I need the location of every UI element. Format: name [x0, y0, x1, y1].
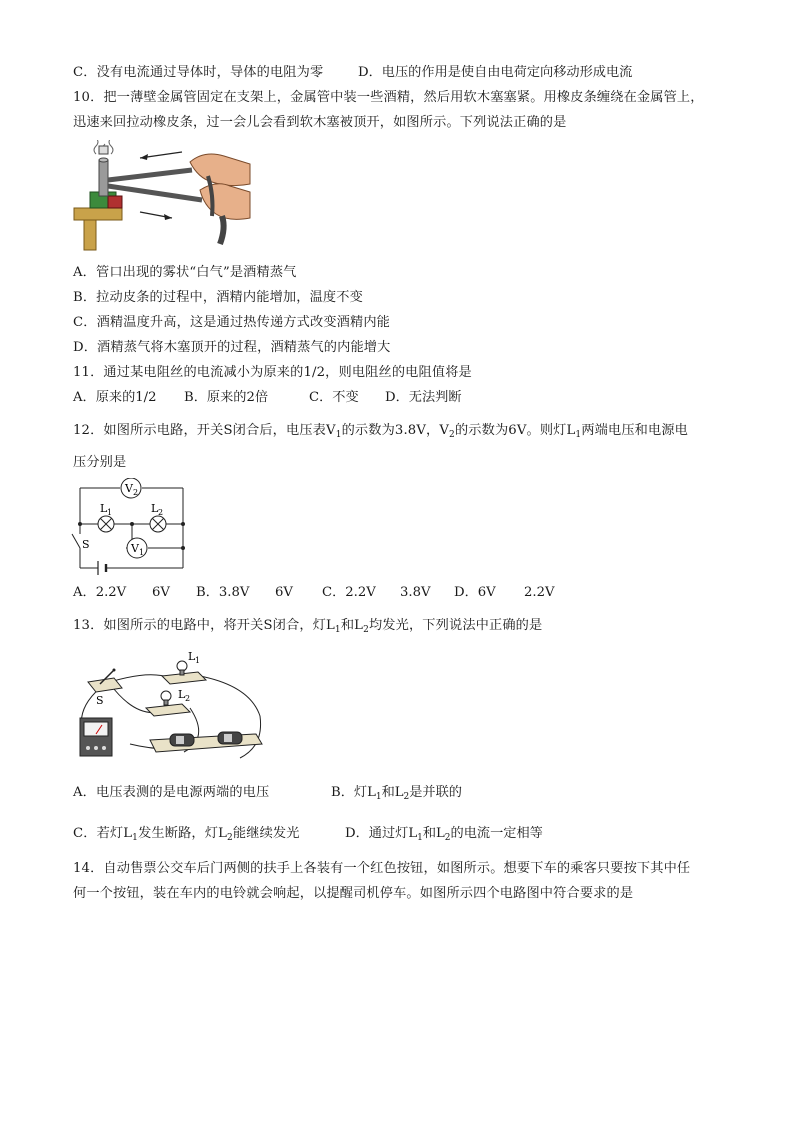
- q13-fig-label-l1-sub: 1: [195, 656, 201, 665]
- q13-fig-label-l2-sub: 2: [185, 694, 191, 703]
- q13-option-d-part-b: 和L: [422, 826, 445, 841]
- q10-option-b: B．拉动皮条的过程中，酒精内能增加，温度不变: [73, 290, 363, 305]
- q13-stem-part-b: 和L: [340, 618, 364, 633]
- q14-stem-line2: 何一个按钮，装在车内的电铃就会响起，以提醒司机停车。如图所示四个电路图中符合要求的是: [73, 886, 634, 901]
- q10-option-a: A．管口出现的雾状“白气”是酒精蒸气: [73, 265, 297, 280]
- q13-option-c-part-b: 发生断路，灯L: [138, 826, 227, 841]
- q10-option-c: C．酒精温度升高，这是通过热传递方式改变酒精内能: [73, 315, 391, 330]
- q10-option-d: D．酒精蒸气将木塞顶开的过程，酒精蒸气的内能增大: [73, 340, 391, 355]
- q12-option-b-value1: B．3.8V: [196, 585, 250, 600]
- q12-stem-part-c: 的示数为6V。则灯L: [454, 423, 576, 438]
- q13-option-d: [345, 825, 543, 843]
- q11-option-b: B．原来的2倍: [184, 390, 269, 405]
- q11-stem: 11．通过某电阻丝的电流减小为原来的1/2，则电阻丝的电阻值将是: [73, 365, 472, 380]
- q12-fig-label-v1-sub: 1: [139, 548, 145, 557]
- q12-sub-v1: 1: [335, 430, 342, 440]
- q12-option-d-value1: D．6V: [454, 585, 496, 600]
- q12-option-a-value1: A．2.2V: [73, 585, 127, 600]
- q13-option-b-part-b: 和L: [381, 785, 404, 800]
- q13-stem: [73, 617, 542, 635]
- q12-fig-label-v2: V: [125, 482, 133, 495]
- q13-option-d-part-a: D．通过灯L: [345, 826, 418, 841]
- q13-option-d-sub2: 2: [444, 833, 451, 843]
- q9-option-c: C．没有电流通过导体时，导体的电阻为零: [73, 65, 324, 80]
- q12-fig-label-l1: L: [100, 502, 108, 515]
- q12-stem-line2: 压分别是: [73, 455, 127, 470]
- q12-fig-label-v2-sub: 2: [133, 488, 139, 497]
- q12-fig-label-l2: L: [151, 502, 159, 515]
- q12-option-c-value1: C．2.2V: [322, 585, 376, 600]
- q11-option-d: D．无法判断: [385, 390, 462, 405]
- q13-option-c-part-c: 能继续发光: [232, 826, 300, 841]
- q12-stem-part-b: 的示数为3.8V，V: [341, 423, 450, 438]
- q12-option-c-value2: 3.8V: [400, 585, 431, 600]
- q13-option-c-part-a: C．若灯L: [73, 826, 133, 841]
- q13-fig-label-s: S: [96, 694, 104, 707]
- q12-stem-line1: [73, 422, 688, 440]
- q13-option-a: A．电压表测的是电源两端的电压: [73, 785, 270, 800]
- q13-option-b: [331, 784, 462, 802]
- q12-option-a-value2: 6V: [152, 585, 170, 600]
- q13-option-c: [73, 825, 300, 843]
- q9-option-d: D．电压的作用是使自由电荷定向移动形成电流: [358, 65, 633, 80]
- q13-option-c-sub2: 2: [227, 833, 233, 843]
- q13-option-b-part-c: 是并联的: [409, 785, 462, 800]
- q13-option-b-part-a: B．灯L: [331, 785, 376, 800]
- q12-stem-part-a: 12．如图所示电路，开关S闭合后，电压表V: [73, 423, 336, 438]
- q13-stem-part-a: 13．如图所示的电路中，将开关S闭合，灯L: [73, 618, 335, 633]
- q13-stem-part-c: 均发光，下列说法中正确的是: [368, 618, 543, 633]
- q12-sub-v2: 2: [449, 430, 455, 440]
- q13-fig-label-l1: L: [188, 650, 196, 663]
- q13-option-d-part-c: 的电流一定相等: [450, 826, 543, 841]
- q12-stem-part-d: 两端电压和电源电: [581, 423, 689, 438]
- q12-sub-l1: 1: [575, 430, 582, 440]
- q12-option-d-value2: 2.2V: [524, 585, 555, 600]
- q11-option-a: A．原来的1/2: [73, 390, 157, 405]
- q10-stem-line1: 10．把一薄壁金属管固定在支架上，金属管中装一些酒精，然后用软木塞塞紧。用橡皮条缠绕在金属管上，: [73, 90, 704, 105]
- q12-fig-label-l1-sub: 1: [107, 508, 113, 517]
- q12-fig-label-s: S: [82, 538, 90, 551]
- q10-figure-metal-tube-rubber-band: [72, 140, 252, 252]
- q10-stem-line2: 迅速来回拉动橡皮条，过一会儿会看到软木塞被顶开，如图所示。下列说法正确的是: [73, 115, 567, 130]
- q12-option-b-value2: 6V: [275, 585, 293, 600]
- q12-figure-circuit-diagram: [68, 478, 192, 576]
- q13-figure-circuit-physical: [70, 648, 274, 764]
- q13-option-b-sub1: 1: [375, 792, 382, 802]
- q11-option-c: C．不变: [309, 390, 359, 405]
- q14-stem-line1: 14．自动售票公交车后门两侧的扶手上各装有一个红色按钮，如图所示。想要下车的乘客只要按下其中任: [73, 861, 691, 876]
- q13-fig-label-l2: L: [178, 688, 186, 701]
- q13-sub-l1: 1: [334, 625, 341, 635]
- q13-option-d-sub1: 1: [417, 833, 423, 843]
- q13-option-c-sub1: 1: [132, 833, 139, 843]
- q13-option-b-sub2: 2: [403, 792, 410, 802]
- q12-fig-label-l2-sub: 2: [158, 508, 164, 517]
- q12-fig-label-v1: V: [131, 542, 139, 555]
- q13-sub-l2: 2: [363, 625, 369, 635]
